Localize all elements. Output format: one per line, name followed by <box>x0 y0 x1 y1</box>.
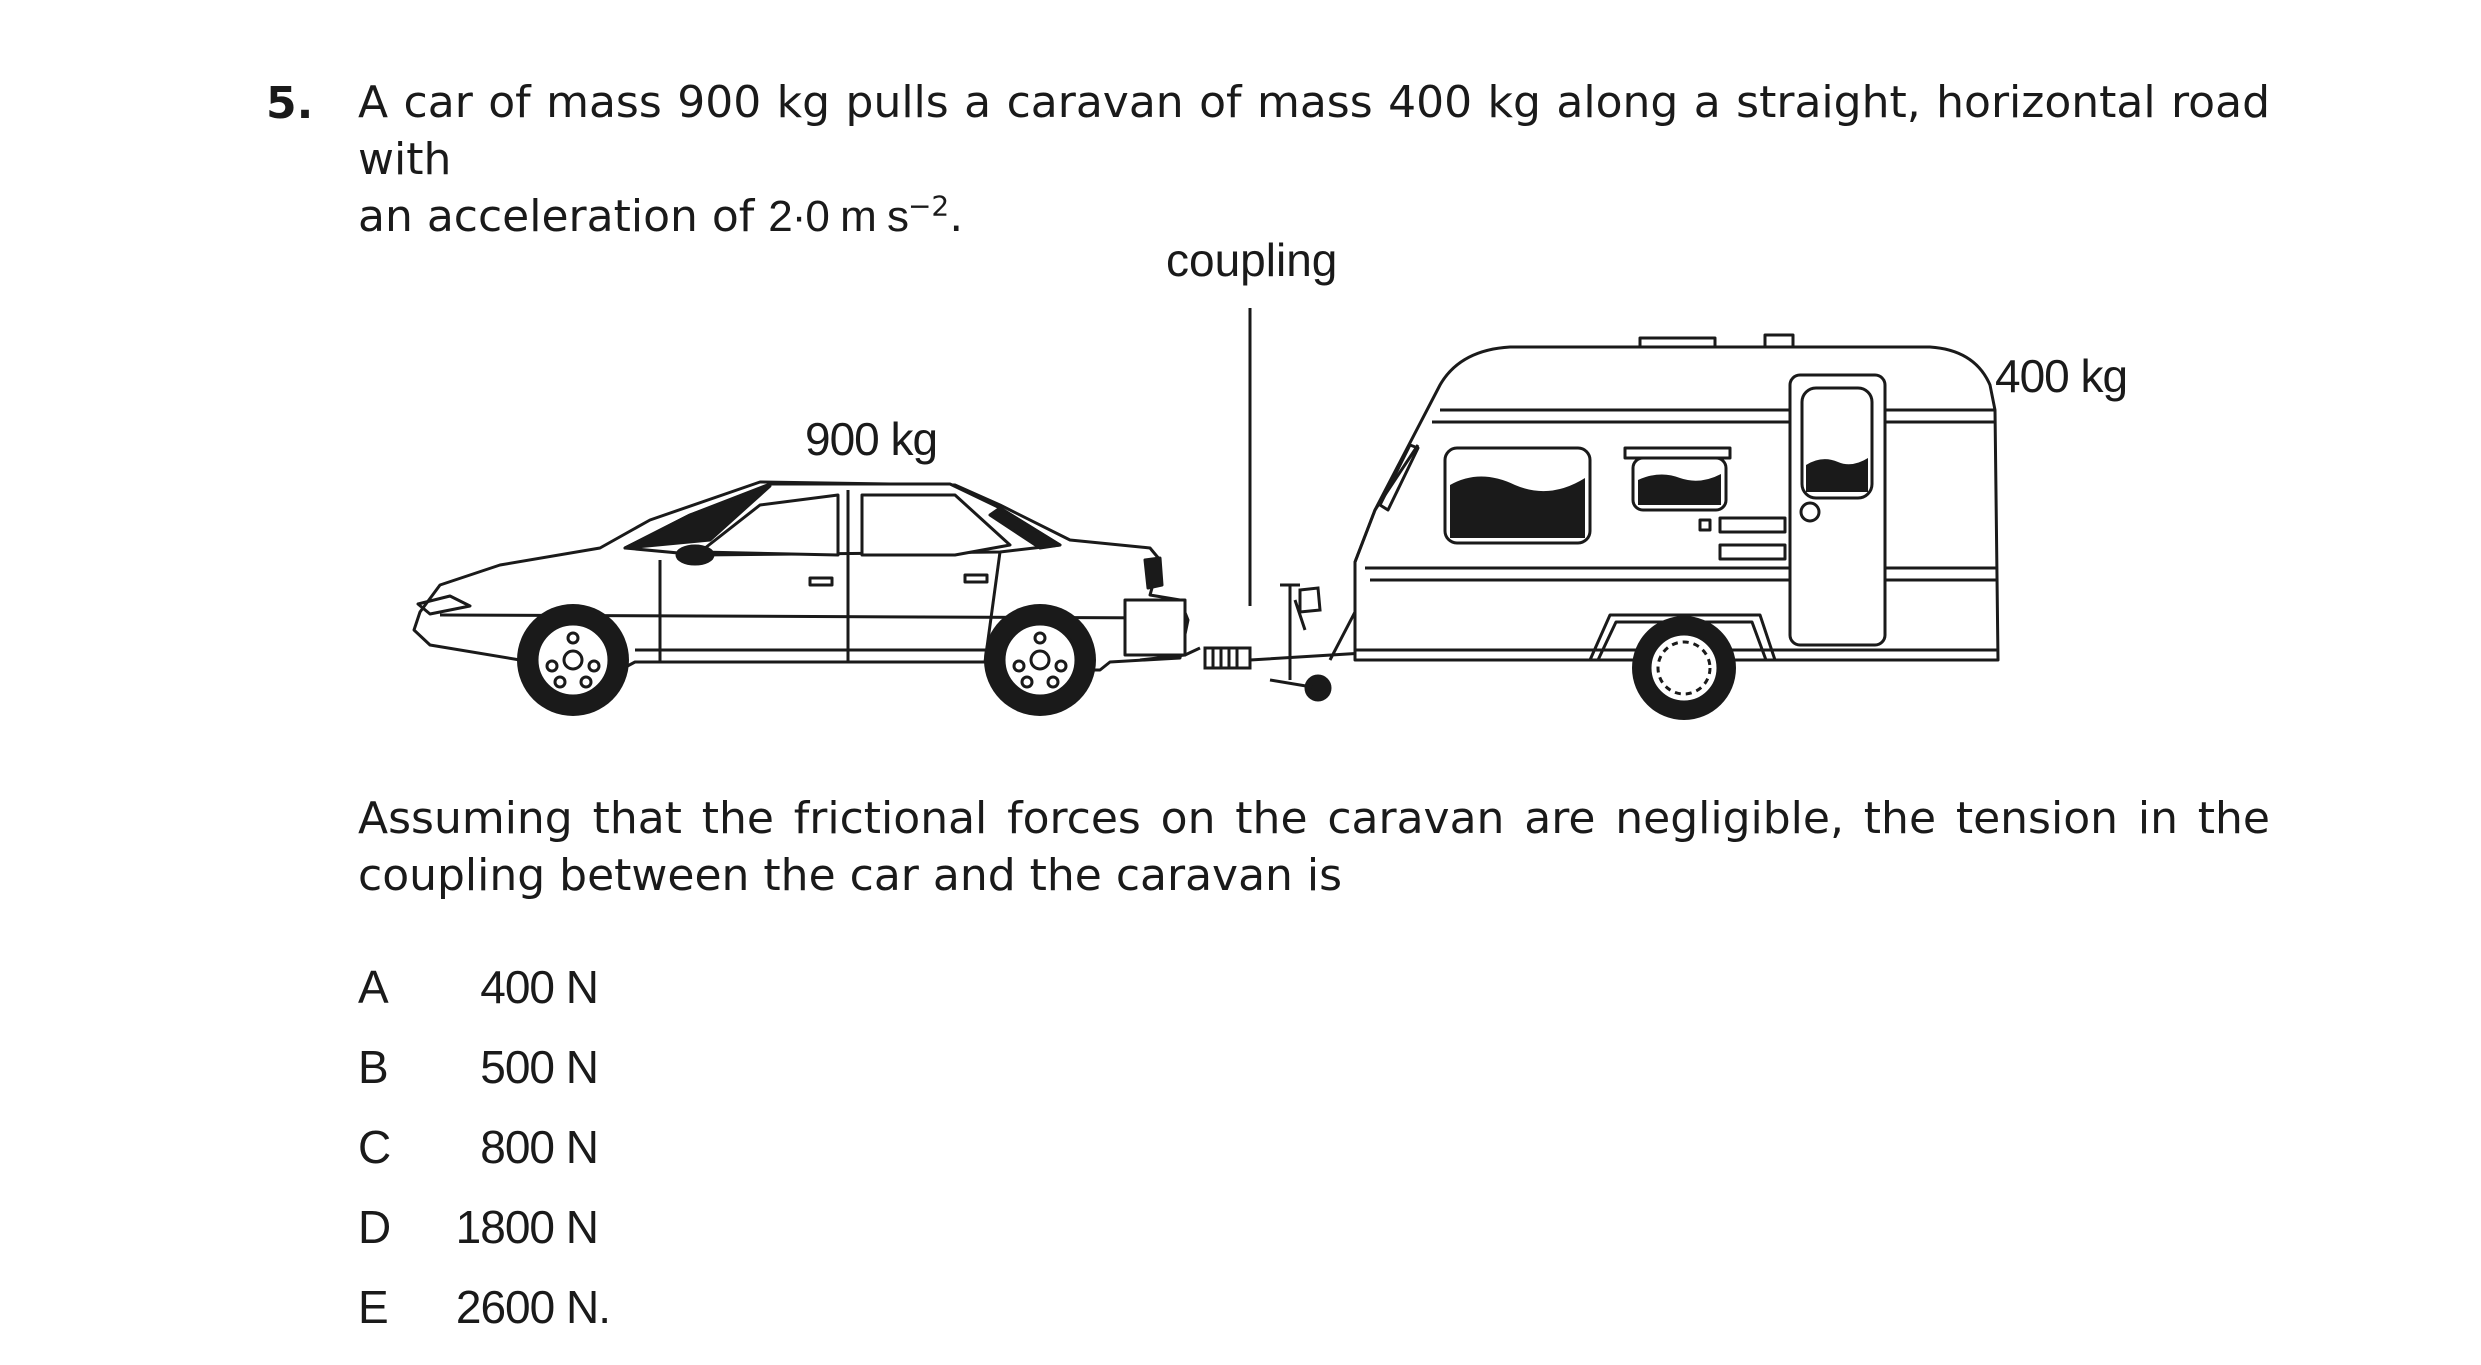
car-rear-wheel <box>984 604 1096 716</box>
stem-line-1: A car of mass 900 kg pulls a caravan of mass 400 kg along a straight, horizontal road with <box>358 77 2270 185</box>
car-mass-label: 900 kg <box>805 413 938 465</box>
car-rear-bumper <box>1125 600 1185 655</box>
option-value: 800 N <box>480 1121 598 1173</box>
stem-line-2-prefix: an acceleration of <box>358 191 769 242</box>
caravan-roof-vent-1 <box>1640 338 1715 347</box>
option-a[interactable] <box>358 960 758 1020</box>
caravan-vent-2 <box>1720 545 1785 559</box>
acceleration-exponent: −2 <box>907 189 950 223</box>
acceleration-value: 2·0 m s <box>768 192 908 241</box>
car-tail-light <box>1145 558 1162 588</box>
question-prompt <box>358 790 2270 904</box>
option-value: 1800 N <box>455 1201 598 1253</box>
caravan-wheel <box>1632 616 1736 720</box>
option-b[interactable] <box>358 1040 758 1100</box>
option-value: 400 N <box>480 961 598 1013</box>
caravan-mass-label: 400 kg <box>1995 350 2128 402</box>
caravan-door-window-curtain <box>1806 458 1868 492</box>
caravan-drawing <box>1355 335 1998 660</box>
stem-line-2-suffix: . <box>949 191 964 242</box>
option-letter: D <box>358 1201 392 1253</box>
car-mirror <box>677 546 713 564</box>
prompt-line-2: coupling between the car and the caravan is <box>358 850 1343 901</box>
prompt-line-1: Assuming that the frictional forces on the caravan are negligible, the tension in the <box>358 793 2270 844</box>
car-front-wheel <box>517 604 629 716</box>
option-letter: E <box>358 1281 389 1333</box>
caravan-roof-vent-2 <box>1765 335 1793 347</box>
caravan-door-handle <box>1801 503 1819 521</box>
hitch-lever <box>1300 588 1320 612</box>
option-c[interactable] <box>358 1120 758 1180</box>
question-number: 5. <box>266 78 314 129</box>
option-value: 2600 N. <box>455 1281 610 1333</box>
option-e[interactable] <box>358 1280 758 1340</box>
option-letter: C <box>358 1121 392 1173</box>
caravan-vent-1 <box>1720 518 1785 532</box>
option-letter: A <box>358 961 389 1013</box>
option-letter: B <box>358 1041 389 1093</box>
caravan-socket <box>1700 520 1710 530</box>
option-d[interactable] <box>358 1200 758 1260</box>
coupling-label: coupling <box>1166 234 1338 286</box>
option-value: 500 N <box>480 1041 598 1093</box>
